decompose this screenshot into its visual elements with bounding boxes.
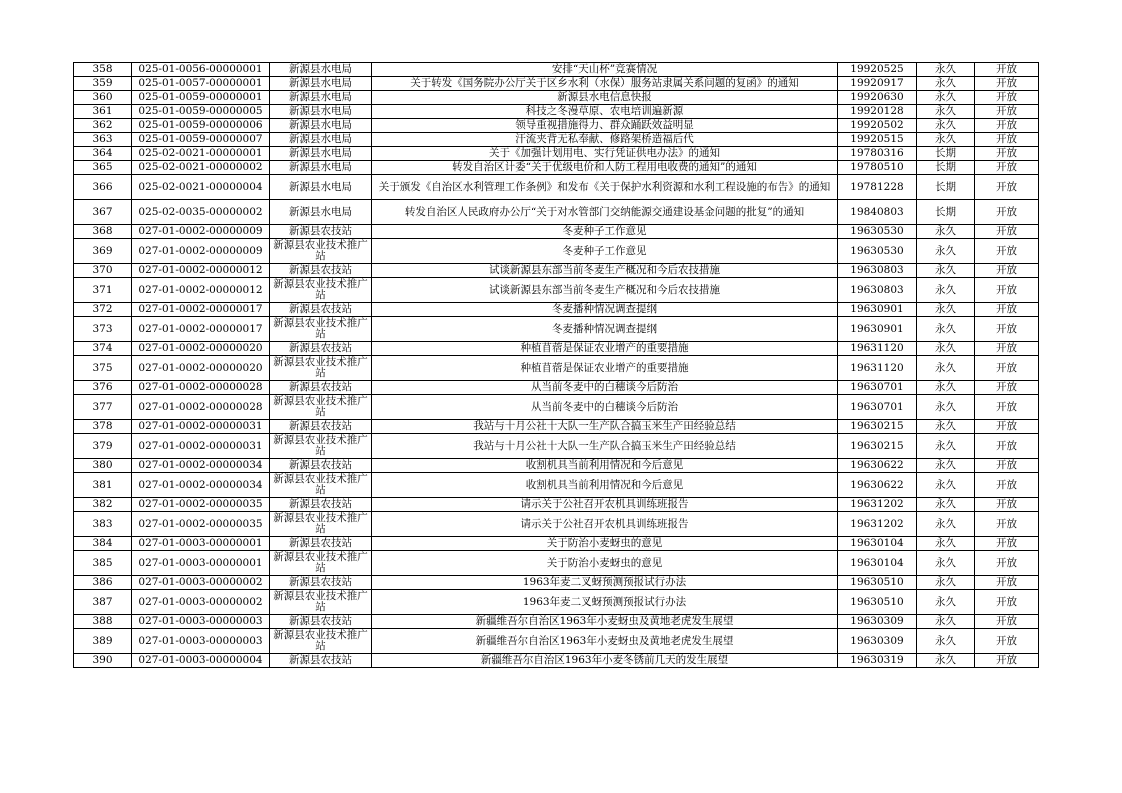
document-title: 领导重视措施得力、群众踊跃效益明显: [372, 119, 838, 133]
archive-code: 027-01-0003-00000001: [132, 537, 270, 551]
row-number: 385: [74, 551, 132, 576]
document-date: 19840803: [838, 200, 917, 225]
issuing-unit: 新源县农技站: [270, 654, 372, 668]
retention-period: 永久: [917, 434, 975, 459]
document-date: 19630215: [838, 420, 917, 434]
access-status: 开放: [975, 175, 1039, 200]
document-date: 19920630: [838, 91, 917, 105]
row-number: 390: [74, 654, 132, 668]
issuing-unit: 新源县水电局: [270, 105, 372, 119]
row-number: 361: [74, 105, 132, 119]
archive-code: 025-02-0035-00000002: [132, 200, 270, 225]
issuing-unit: 新源县农业技术推广站: [270, 473, 372, 498]
document-date: 19630622: [838, 459, 917, 473]
row-number: 371: [74, 278, 132, 303]
document-title: 科技之冬漫草原、农电培训遍新源: [372, 105, 838, 119]
archive-code: 027-01-0003-00000003: [132, 615, 270, 629]
issuing-unit: 新源县农业技术推广站: [270, 317, 372, 342]
retention-period: 长期: [917, 161, 975, 175]
document-title: 试谈新源县东部当前冬麦生产概况和今后农技措施: [372, 264, 838, 278]
retention-period: 永久: [917, 317, 975, 342]
document-title: 种植苜蓿是保证农业增产的重要措施: [372, 342, 838, 356]
document-title: 关于防治小麦蚜虫的意见: [372, 551, 838, 576]
document-date: 19631202: [838, 498, 917, 512]
access-status: 开放: [975, 473, 1039, 498]
document-date: 19630319: [838, 654, 917, 668]
archive-code: 027-01-0002-00000009: [132, 225, 270, 239]
issuing-unit: 新源县水电局: [270, 161, 372, 175]
row-number: 388: [74, 615, 132, 629]
issuing-unit: 新源县水电局: [270, 91, 372, 105]
access-status: 开放: [975, 317, 1039, 342]
table-row: [74, 459, 1039, 473]
row-number: 382: [74, 498, 132, 512]
row-number: 365: [74, 161, 132, 175]
archive-code: 027-01-0003-00000003: [132, 629, 270, 654]
document-date: 19631120: [838, 356, 917, 381]
issuing-unit: 新源县农业技术推广站: [270, 356, 372, 381]
archive-code: 027-01-0002-00000031: [132, 420, 270, 434]
retention-period: 永久: [917, 225, 975, 239]
archive-code: 025-01-0057-00000001: [132, 77, 270, 91]
document-date: 19630803: [838, 264, 917, 278]
access-status: 开放: [975, 498, 1039, 512]
table-row: [74, 615, 1039, 629]
document-date: 19920525: [838, 63, 917, 77]
issuing-unit: 新源县水电局: [270, 77, 372, 91]
document-title: 新疆维吾尔自治区1963年小麦冬锈前几天的发生展望: [372, 654, 838, 668]
retention-period: 长期: [917, 200, 975, 225]
retention-period: 永久: [917, 459, 975, 473]
issuing-unit: 新源县水电局: [270, 175, 372, 200]
table-row: [74, 356, 1039, 381]
issuing-unit: 新源县农业技术推广站: [270, 395, 372, 420]
archive-code: 025-02-0021-00000001: [132, 147, 270, 161]
retention-period: 永久: [917, 105, 975, 119]
issuing-unit: 新源县农技站: [270, 576, 372, 590]
row-number: 370: [74, 264, 132, 278]
row-number: 369: [74, 239, 132, 264]
table-row: [74, 147, 1039, 161]
document-date: 19920917: [838, 77, 917, 91]
issuing-unit: 新源县农技站: [270, 303, 372, 317]
document-date: 19630309: [838, 629, 917, 654]
archive-catalog-table: [73, 62, 1039, 668]
document-title: 冬麦种子工作意见: [372, 225, 838, 239]
row-number: 383: [74, 512, 132, 537]
archive-code: 027-01-0002-00000035: [132, 512, 270, 537]
issuing-unit: 新源县水电局: [270, 133, 372, 147]
issuing-unit: 新源县农技站: [270, 459, 372, 473]
retention-period: 永久: [917, 278, 975, 303]
access-status: 开放: [975, 133, 1039, 147]
document-date: 19630530: [838, 239, 917, 264]
row-number: 386: [74, 576, 132, 590]
document-date: 19630510: [838, 590, 917, 615]
access-status: 开放: [975, 434, 1039, 459]
archive-code: 025-01-0059-00000005: [132, 105, 270, 119]
table-row: [74, 119, 1039, 133]
document-title: 请示关于公社召开农机具训练班报告: [372, 498, 838, 512]
document-title: 我站与十月公社十大队一生产队合搞玉米生产田经验总结: [372, 420, 838, 434]
table-row: [74, 303, 1039, 317]
access-status: 开放: [975, 91, 1039, 105]
catalog-rows: [74, 63, 1039, 668]
document-title: 我站与十月公社十大队一生产队合搞玉米生产田经验总结: [372, 434, 838, 459]
table-row: [74, 264, 1039, 278]
table-row: [74, 239, 1039, 264]
retention-period: 永久: [917, 551, 975, 576]
access-status: 开放: [975, 512, 1039, 537]
archive-code: 025-01-0059-00000006: [132, 119, 270, 133]
archive-code: 025-01-0059-00000007: [132, 133, 270, 147]
row-number: 380: [74, 459, 132, 473]
document-date: 19630510: [838, 576, 917, 590]
issuing-unit: 新源县农业技术推广站: [270, 512, 372, 537]
table-row: [74, 590, 1039, 615]
archive-code: 027-01-0003-00000002: [132, 590, 270, 615]
retention-period: 永久: [917, 264, 975, 278]
document-title: 新疆维吾尔自治区1963年小麦蚜虫及黄地老虎发生展望: [372, 615, 838, 629]
document-title: 汗流夹背无私奉献、修路架桥造福后代: [372, 133, 838, 147]
access-status: 开放: [975, 278, 1039, 303]
row-number: 374: [74, 342, 132, 356]
table-row: [74, 200, 1039, 225]
table-row: [74, 91, 1039, 105]
retention-period: 永久: [917, 239, 975, 264]
table-row: [74, 537, 1039, 551]
issuing-unit: 新源县农技站: [270, 225, 372, 239]
retention-period: 永久: [917, 473, 975, 498]
document-date: 19630622: [838, 473, 917, 498]
table-row: [74, 512, 1039, 537]
table-row: [74, 105, 1039, 119]
row-number: 359: [74, 77, 132, 91]
document-date: 19920128: [838, 105, 917, 119]
table-row: [74, 175, 1039, 200]
table-row: [74, 63, 1039, 77]
document-title: 收割机具当前利用情况和今后意见: [372, 459, 838, 473]
table-row: [74, 278, 1039, 303]
access-status: 开放: [975, 303, 1039, 317]
access-status: 开放: [975, 225, 1039, 239]
access-status: 开放: [975, 342, 1039, 356]
archive-code: 027-01-0002-00000012: [132, 264, 270, 278]
retention-period: 永久: [917, 395, 975, 420]
document-date: 19780316: [838, 147, 917, 161]
issuing-unit: 新源县农技站: [270, 498, 372, 512]
row-number: 360: [74, 91, 132, 105]
row-number: 377: [74, 395, 132, 420]
retention-period: 长期: [917, 175, 975, 200]
access-status: 开放: [975, 63, 1039, 77]
retention-period: 永久: [917, 342, 975, 356]
retention-period: 永久: [917, 356, 975, 381]
document-title: 种植苜蓿是保证农业增产的重要措施: [372, 356, 838, 381]
issuing-unit: 新源县农技站: [270, 264, 372, 278]
document-title: 转发自治区计委“关于优级电价和人防工程用电收费的通知”的通知: [372, 161, 838, 175]
document-date: 19630104: [838, 551, 917, 576]
archive-code: 027-01-0002-00000034: [132, 459, 270, 473]
retention-period: 永久: [917, 420, 975, 434]
access-status: 开放: [975, 147, 1039, 161]
retention-period: 永久: [917, 654, 975, 668]
document-title: 冬麦播种情况调查提纲: [372, 317, 838, 342]
retention-period: 长期: [917, 147, 975, 161]
issuing-unit: 新源县农业技术推广站: [270, 278, 372, 303]
retention-period: 永久: [917, 537, 975, 551]
document-title: 关于防治小麦蚜虫的意见: [372, 537, 838, 551]
document-title: 试谈新源县东部当前冬麦生产概况和今后农技措施: [372, 278, 838, 303]
document-date: 19631202: [838, 512, 917, 537]
table-row: [74, 342, 1039, 356]
retention-period: 永久: [917, 576, 975, 590]
row-number: 389: [74, 629, 132, 654]
retention-period: 永久: [917, 303, 975, 317]
retention-period: 永久: [917, 629, 975, 654]
archive-code: 027-01-0002-00000017: [132, 303, 270, 317]
retention-period: 永久: [917, 615, 975, 629]
access-status: 开放: [975, 590, 1039, 615]
document-title: 关于颁发《自治区水利管理工作条例》和发布《关于保护水利资源和水利工程设施的布告》的通知: [372, 175, 838, 200]
row-number: 367: [74, 200, 132, 225]
access-status: 开放: [975, 395, 1039, 420]
issuing-unit: 新源县水电局: [270, 119, 372, 133]
document-date: 19630701: [838, 395, 917, 420]
issuing-unit: 新源县农技站: [270, 342, 372, 356]
retention-period: 永久: [917, 133, 975, 147]
table-row: [74, 473, 1039, 498]
document-date: 19780510: [838, 161, 917, 175]
issuing-unit: 新源县水电局: [270, 147, 372, 161]
table-row: [74, 395, 1039, 420]
archive-code: 027-01-0002-00000012: [132, 278, 270, 303]
document-date: 19630530: [838, 225, 917, 239]
row-number: 376: [74, 381, 132, 395]
issuing-unit: 新源县农技站: [270, 537, 372, 551]
document-title: 1963年麦二叉蚜预测预报试行办法: [372, 590, 838, 615]
document-title: 关于《加强计划用电、实行凭证供电办法》的通知: [372, 147, 838, 161]
archive-code: 027-01-0002-00000035: [132, 498, 270, 512]
table-row: [74, 77, 1039, 91]
access-status: 开放: [975, 119, 1039, 133]
row-number: 387: [74, 590, 132, 615]
access-status: 开放: [975, 420, 1039, 434]
document-title: 从当前冬麦中的白穗谈今后防治: [372, 381, 838, 395]
access-status: 开放: [975, 576, 1039, 590]
archive-code: 025-01-0056-00000001: [132, 63, 270, 77]
document-title: 收割机具当前利用情况和今后意见: [372, 473, 838, 498]
archive-code: 027-01-0002-00000028: [132, 381, 270, 395]
row-number: 363: [74, 133, 132, 147]
document-date: 19631120: [838, 342, 917, 356]
row-number: 366: [74, 175, 132, 200]
archive-code: 027-01-0003-00000002: [132, 576, 270, 590]
issuing-unit: 新源县农技站: [270, 420, 372, 434]
row-number: 384: [74, 537, 132, 551]
table-row: [74, 551, 1039, 576]
archive-code: 027-01-0002-00000034: [132, 473, 270, 498]
access-status: 开放: [975, 654, 1039, 668]
issuing-unit: 新源县农业技术推广站: [270, 629, 372, 654]
document-date: 19781228: [838, 175, 917, 200]
document-date: 19920515: [838, 133, 917, 147]
row-number: 364: [74, 147, 132, 161]
retention-period: 永久: [917, 498, 975, 512]
document-title: 冬麦种子工作意见: [372, 239, 838, 264]
issuing-unit: 新源县水电局: [270, 63, 372, 77]
document-title: 1963年麦二叉蚜预测预报试行办法: [372, 576, 838, 590]
access-status: 开放: [975, 615, 1039, 629]
document-title: 安排“天山杯”竞赛情况: [372, 63, 838, 77]
row-number: 362: [74, 119, 132, 133]
document-title: 请示关于公社召开农机具训练班报告: [372, 512, 838, 537]
document-date: 19630901: [838, 303, 917, 317]
document-title: 新疆维吾尔自治区1963年小麦蚜虫及黄地老虎发生展望: [372, 629, 838, 654]
archive-code: 027-01-0003-00000001: [132, 551, 270, 576]
row-number: 379: [74, 434, 132, 459]
issuing-unit: 新源县水电局: [270, 200, 372, 225]
retention-period: 永久: [917, 119, 975, 133]
access-status: 开放: [975, 105, 1039, 119]
document-date: 19630104: [838, 537, 917, 551]
document-date: 19630901: [838, 317, 917, 342]
access-status: 开放: [975, 629, 1039, 654]
table-row: [74, 434, 1039, 459]
row-number: 375: [74, 356, 132, 381]
access-status: 开放: [975, 239, 1039, 264]
document-date: 19630701: [838, 381, 917, 395]
issuing-unit: 新源县农技站: [270, 381, 372, 395]
archive-code: 025-02-0021-00000002: [132, 161, 270, 175]
archive-code: 027-01-0002-00000020: [132, 342, 270, 356]
row-number: 372: [74, 303, 132, 317]
access-status: 开放: [975, 459, 1039, 473]
table-row: [74, 225, 1039, 239]
access-status: 开放: [975, 77, 1039, 91]
access-status: 开放: [975, 264, 1039, 278]
access-status: 开放: [975, 200, 1039, 225]
document-date: 19920502: [838, 119, 917, 133]
row-number: 358: [74, 63, 132, 77]
table-row: [74, 498, 1039, 512]
retention-period: 永久: [917, 63, 975, 77]
issuing-unit: 新源县农技站: [270, 615, 372, 629]
archive-code: 025-01-0059-00000001: [132, 91, 270, 105]
document-title: 新源县水电信息快报: [372, 91, 838, 105]
row-number: 381: [74, 473, 132, 498]
table-row: [74, 133, 1039, 147]
access-status: 开放: [975, 537, 1039, 551]
retention-period: 永久: [917, 381, 975, 395]
access-status: 开放: [975, 381, 1039, 395]
archive-code: 027-01-0002-00000031: [132, 434, 270, 459]
archive-code: 025-02-0021-00000004: [132, 175, 270, 200]
row-number: 368: [74, 225, 132, 239]
table-row: [74, 317, 1039, 342]
issuing-unit: 新源县农业技术推广站: [270, 434, 372, 459]
document-date: 19630215: [838, 434, 917, 459]
retention-period: 永久: [917, 77, 975, 91]
access-status: 开放: [975, 161, 1039, 175]
access-status: 开放: [975, 356, 1039, 381]
issuing-unit: 新源县农业技术推广站: [270, 239, 372, 264]
table-row: [74, 161, 1039, 175]
archive-code: 027-01-0003-00000004: [132, 654, 270, 668]
table-row: [74, 629, 1039, 654]
document-title: 关于转发《国务院办公厅关于区乡水利（水保）服务站隶属关系问题的复函》的通知: [372, 77, 838, 91]
document-title: 冬麦播种情况调查提纲: [372, 303, 838, 317]
row-number: 378: [74, 420, 132, 434]
row-number: 373: [74, 317, 132, 342]
table-row: [74, 381, 1039, 395]
document-date: 19630803: [838, 278, 917, 303]
document-title: 转发自治区人民政府办公厅“关于对水管部门交纳能源交通建设基金问题的批复”的通知: [372, 200, 838, 225]
archive-code: 027-01-0002-00000020: [132, 356, 270, 381]
archive-code: 027-01-0002-00000009: [132, 239, 270, 264]
retention-period: 永久: [917, 91, 975, 105]
table-row: [74, 576, 1039, 590]
document-title: 从当前冬麦中的白穗谈今后防治: [372, 395, 838, 420]
table-row: [74, 420, 1039, 434]
archive-code: 027-01-0002-00000028: [132, 395, 270, 420]
issuing-unit: 新源县农业技术推广站: [270, 590, 372, 615]
archive-code: 027-01-0002-00000017: [132, 317, 270, 342]
table-row: [74, 654, 1039, 668]
document-date: 19630309: [838, 615, 917, 629]
retention-period: 永久: [917, 512, 975, 537]
retention-period: 永久: [917, 590, 975, 615]
issuing-unit: 新源县农业技术推广站: [270, 551, 372, 576]
access-status: 开放: [975, 551, 1039, 576]
